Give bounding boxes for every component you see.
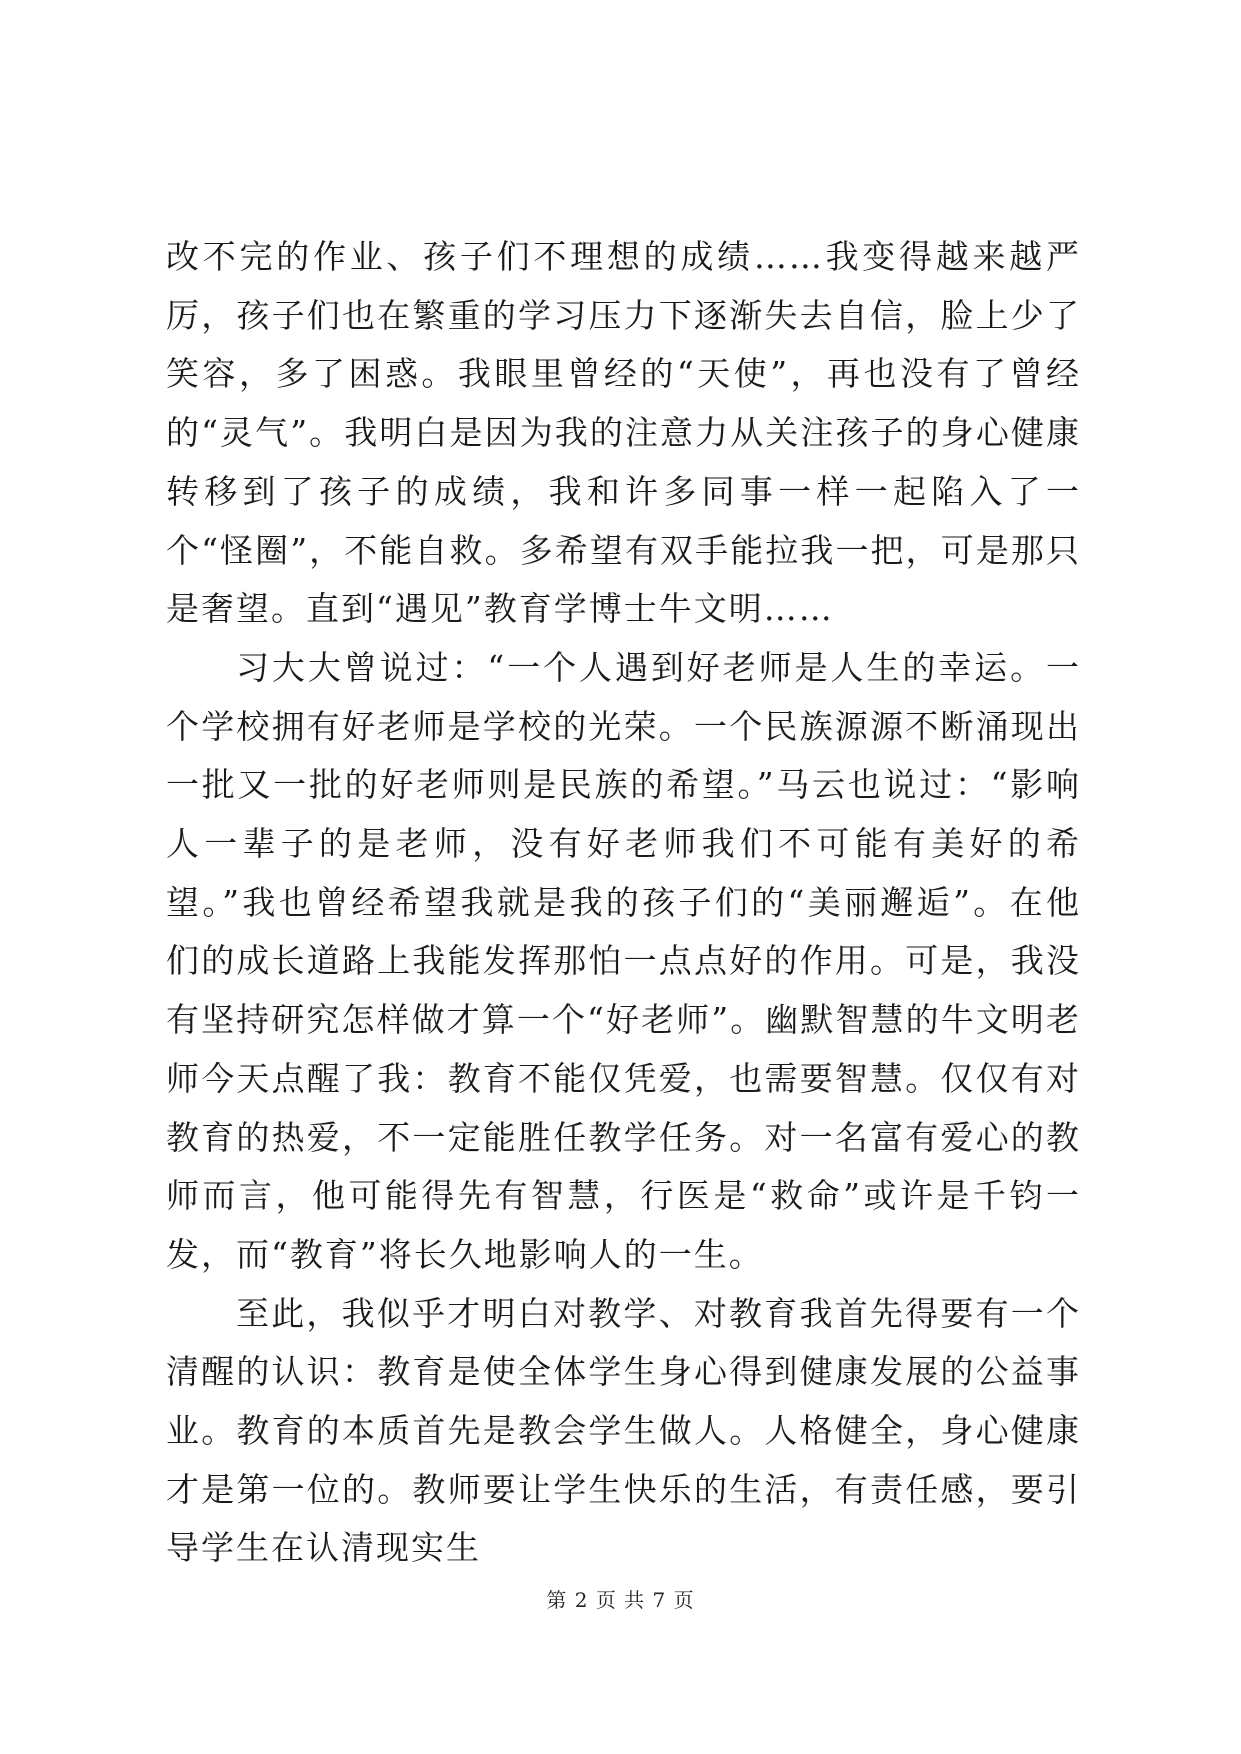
paragraph-2: 习大大曾说过：“一个人遇到好老师是人生的幸运。一个学校拥有好老师是学校的光荣。一个民族源源不断涌现出一批又一批的好老师则是民族的希望。”马云也说过：“影响人一辈子的是老师，没有好老师我们不可能有美好的希望。”我也曾经希望我就是我的孩子们的“美丽邂逅”。在他们的成长道路上我能发挥那怕一点点好的作用。可是，我没有坚持研究怎样做才算一个“好老师”。幽默智慧的牛文明老师今天点醒了我：教育不能仅凭爱，也需要智慧。仅仅有对教育的热爱，不一定能胜任教学任务。对一名富有爱心的教师而言，他可能得先有智慧，行医是“救命”或许是千钧一发，而“教育”将长久地影响人的一生。 [166, 647, 1081, 1274]
document-body [166, 228, 1081, 1578]
page-number-footer: 第 2 页 共 7 页 [546, 1588, 695, 1612]
paragraph-3: 至此，我似乎才明白对教学、对教育我首先得要有一个清醒的认识：教育是使全体学生身心得到健康发展的公益事业。教育的本质首先是教会学生做人。人格健全，身心健康才是第一位的。教师要让学生快乐的生活，有责任感，要引导学生在认清现实生 [166, 1293, 1081, 1568]
paragraph-1: 改不完的作业、孩子们不理想的成绩……我变得越来越严厉，孩子们也在繁重的学习压力下逐渐失去自信，脸上少了笑容，多了困惑。我眼里曾经的“天使”，再也没有了曾经的“灵气”。我明白是因为我的注意力从关注孩子的身心健康转移到了孩子的成绩，我和许多同事一样一起陷入了一个“怪圈”，不能自救。多希望有双手能拉我一把，可是那只是奢望。直到“遇见”教育学博士牛文明…… [166, 237, 1081, 629]
